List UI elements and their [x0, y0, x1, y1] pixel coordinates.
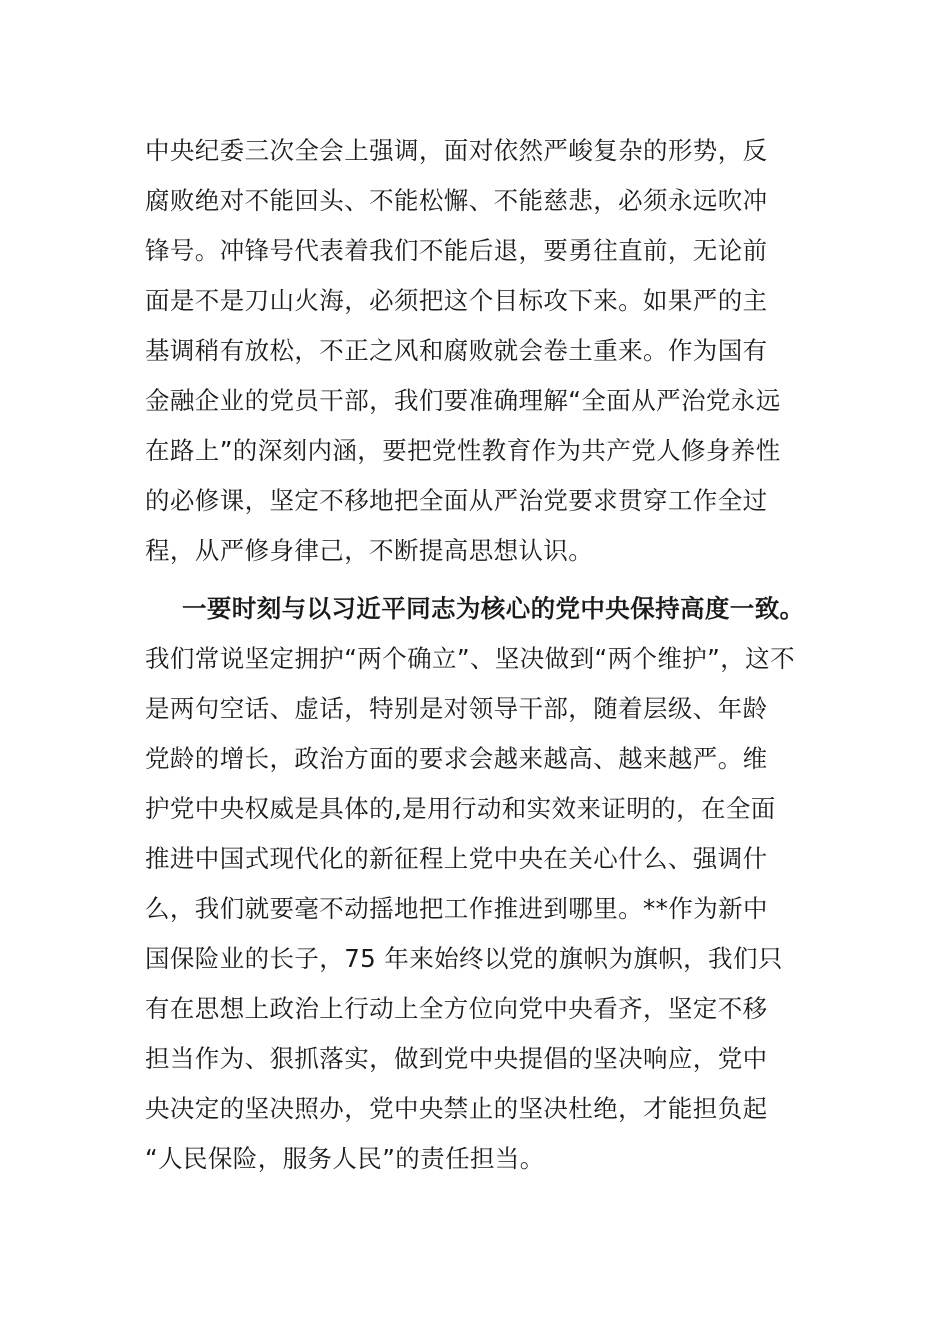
- text-line: 我们常说坚定拥护“两个确立”、坚决做到“两个维护”，这不: [145, 644, 795, 673]
- text-line: 是两句空话、虚话，特别是对领导干部，随着层级、年龄: [145, 694, 768, 723]
- document-body: [145, 126, 825, 1184]
- text-line: 党龄的增长，政治方面的要求会越来越高、越来越严。维: [145, 744, 768, 773]
- text-line: 推进中国式现代化的新征程上党中央在关心什么、强调什: [145, 844, 768, 873]
- text-line: “人民保险，服务人民”的责任担当。: [145, 1144, 545, 1173]
- text-line: 基调稍有放松，不正之风和腐败就会卷土重来。作为国有: [145, 336, 768, 365]
- text-line: 金融企业的党员干部，我们要准确理解“全面从严治党永远: [145, 386, 781, 415]
- text-line: 锋号。冲锋号代表着我们不能后退，要勇往直前，无论前: [145, 236, 768, 265]
- text-line: 腐败绝对不能回头、不能松懈、不能慈悲，必须永远吹冲: [145, 186, 768, 215]
- text-line: 面是不是刀山火海，必须把这个目标攻下来。如果严的主: [145, 286, 768, 315]
- paragraph-spacer: [145, 576, 825, 584]
- text-line: 有在思想上政治上行动上全方位向党中央看齐，坚定不移: [145, 994, 768, 1023]
- text-line: 中央纪委三次全会上强调，面对依然严峻复杂的形势，反: [145, 136, 768, 165]
- paragraph-heading: 一要时刻与以习近平同志为核心的党中央保持高度一致。: [182, 594, 805, 623]
- text-line: 国保险业的长子，75 年来始终以党的旗帜为旗帜，我们只: [145, 944, 783, 973]
- text-line: 在路上”的深刻内涵，要把党性教育作为共产党人修身养性: [145, 436, 781, 465]
- text-line: 么，我们就要毫不动摇地把工作推进到哪里。**作为新中: [145, 894, 768, 923]
- text-line: 程，从严修身律己，不断提高思想认识。: [145, 536, 594, 565]
- text-line: 护党中央权威是具体的,是用行动和实效来证明的，在全面: [145, 794, 776, 823]
- text-line: 担当作为、狠抓落实，做到党中央提倡的坚决响应，党中: [145, 1044, 768, 1073]
- text-line: 央决定的坚决照办，党中央禁止的坚决杜绝，才能担负起: [145, 1094, 768, 1123]
- text-line: 的必修课，坚定不移地把全面从严治党要求贯穿工作全过: [145, 486, 768, 515]
- paragraph-1: [145, 126, 825, 576]
- paragraph-2: [145, 584, 825, 1184]
